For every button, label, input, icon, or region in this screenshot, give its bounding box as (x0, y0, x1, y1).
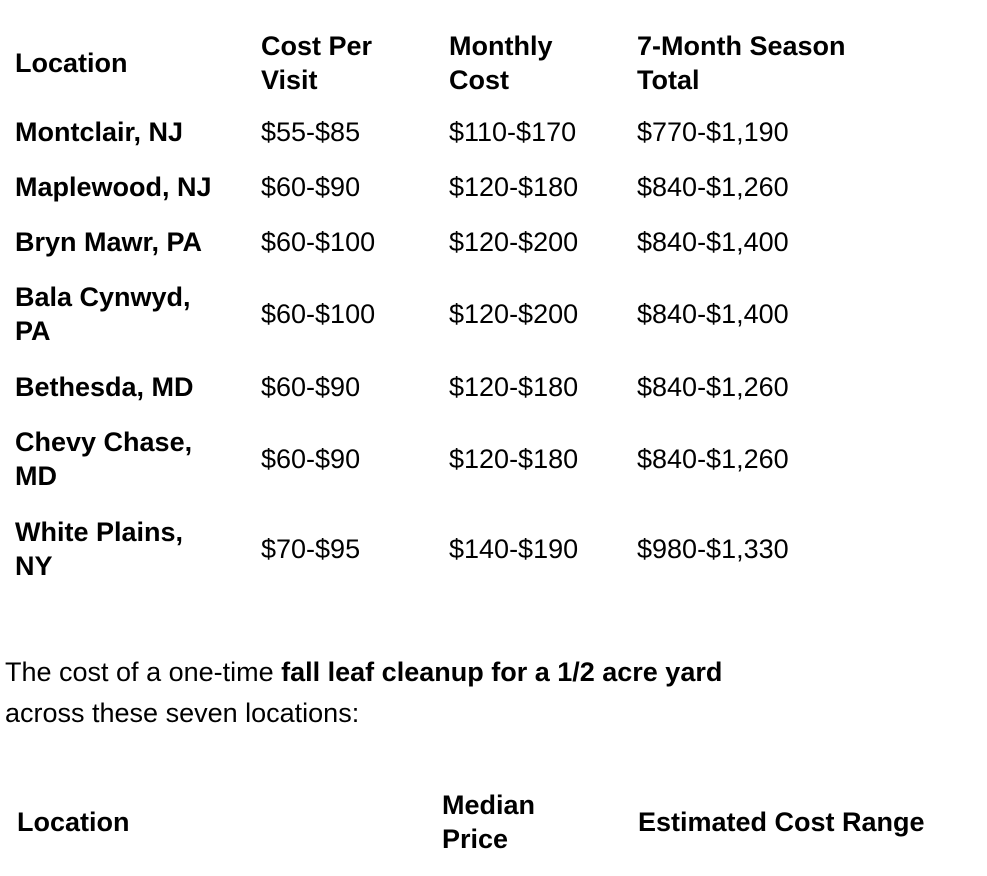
header-line: Price (442, 824, 509, 854)
leaf-cleanup-table (5, 784, 980, 860)
intro-text-continued: across these seven locations: (5, 698, 360, 728)
table-row (5, 214, 897, 269)
cell-location (5, 104, 251, 159)
header-location (5, 784, 430, 860)
cell-location (5, 504, 251, 594)
header-line: Median (442, 790, 536, 820)
header-line: Monthly (449, 31, 553, 61)
cell-per-visit: $60-$90 (261, 444, 361, 474)
table-row (5, 104, 897, 159)
cell-season: $770-$1,190 (637, 116, 789, 147)
cell-monthly: $120-$180 (449, 171, 579, 202)
cell-location (5, 359, 251, 414)
cell-per-visit: $60-$90 (261, 371, 361, 402)
cell-location (5, 414, 251, 504)
cell-per-visit: $60-$100 (261, 226, 376, 257)
cell-per-visit: $60-$90 (261, 171, 361, 202)
header-line: 7-Month Season (637, 31, 846, 61)
cell-season: $840-$1,400 (637, 226, 789, 257)
header-line: Location (17, 807, 130, 837)
header-line: Cost (449, 65, 509, 95)
header-monthly-cost (439, 18, 627, 104)
location-text: Montclair, NJ (15, 116, 184, 147)
cell-monthly: $140-$190 (449, 534, 579, 564)
location-text: NY (15, 551, 53, 581)
location-text: White Plains, (15, 517, 184, 547)
table-row (5, 414, 897, 504)
header-estimated-cost-range (626, 784, 980, 860)
table-row (5, 269, 897, 359)
cell-per-visit: $70-$95 (261, 534, 361, 564)
cell-monthly: $120-$180 (449, 444, 579, 474)
cell-location (5, 159, 251, 214)
cell-location (5, 214, 251, 269)
cell-season: $840-$1,260 (637, 444, 789, 474)
header-location-line1: Location (15, 48, 128, 78)
cell-season: $980-$1,330 (637, 534, 789, 564)
cell-season: $840-$1,400 (637, 299, 789, 329)
cell-monthly: $120-$180 (449, 371, 579, 402)
cell-location (5, 269, 251, 359)
header-season-total (627, 18, 897, 104)
location-text: Maplewood, NJ (15, 171, 212, 202)
cell-per-visit: $60-$100 (261, 299, 376, 329)
header-line: Visit (261, 65, 318, 95)
header-line: Cost Per (261, 31, 373, 61)
seasonal-cost-table (5, 18, 897, 594)
location-text: Bryn Mawr, PA (15, 226, 203, 257)
cell-season: $840-$1,260 (637, 371, 789, 402)
header-median-price (430, 784, 626, 860)
cell-per-visit: $55-$85 (261, 116, 361, 147)
table-header-row (5, 784, 980, 860)
header-line: Estimated Cost Range (638, 807, 925, 837)
table-row (5, 159, 897, 214)
cell-monthly: $120-$200 (449, 299, 579, 329)
table-row (5, 504, 897, 594)
leaf-cleanup-intro (5, 652, 885, 734)
cell-monthly: $120-$200 (449, 226, 579, 257)
table-row (5, 359, 897, 414)
intro-text: The cost of a one-time (5, 657, 282, 687)
cell-monthly: $110-$170 (449, 116, 577, 147)
header-cost-per-visit (251, 18, 439, 104)
location-text: Bethesda, MD (15, 371, 194, 402)
header-location (5, 18, 251, 104)
location-text: PA (15, 316, 51, 346)
table-header-row (5, 18, 897, 104)
header-line: Total (637, 65, 700, 95)
location-text: MD (15, 461, 57, 491)
location-text: Bala Cynwyd, (15, 282, 191, 312)
location-text: Chevy Chase, (15, 427, 193, 457)
cell-season: $840-$1,260 (637, 171, 789, 202)
intro-bold-text: fall leaf cleanup for a 1/2 acre yard (281, 657, 723, 687)
